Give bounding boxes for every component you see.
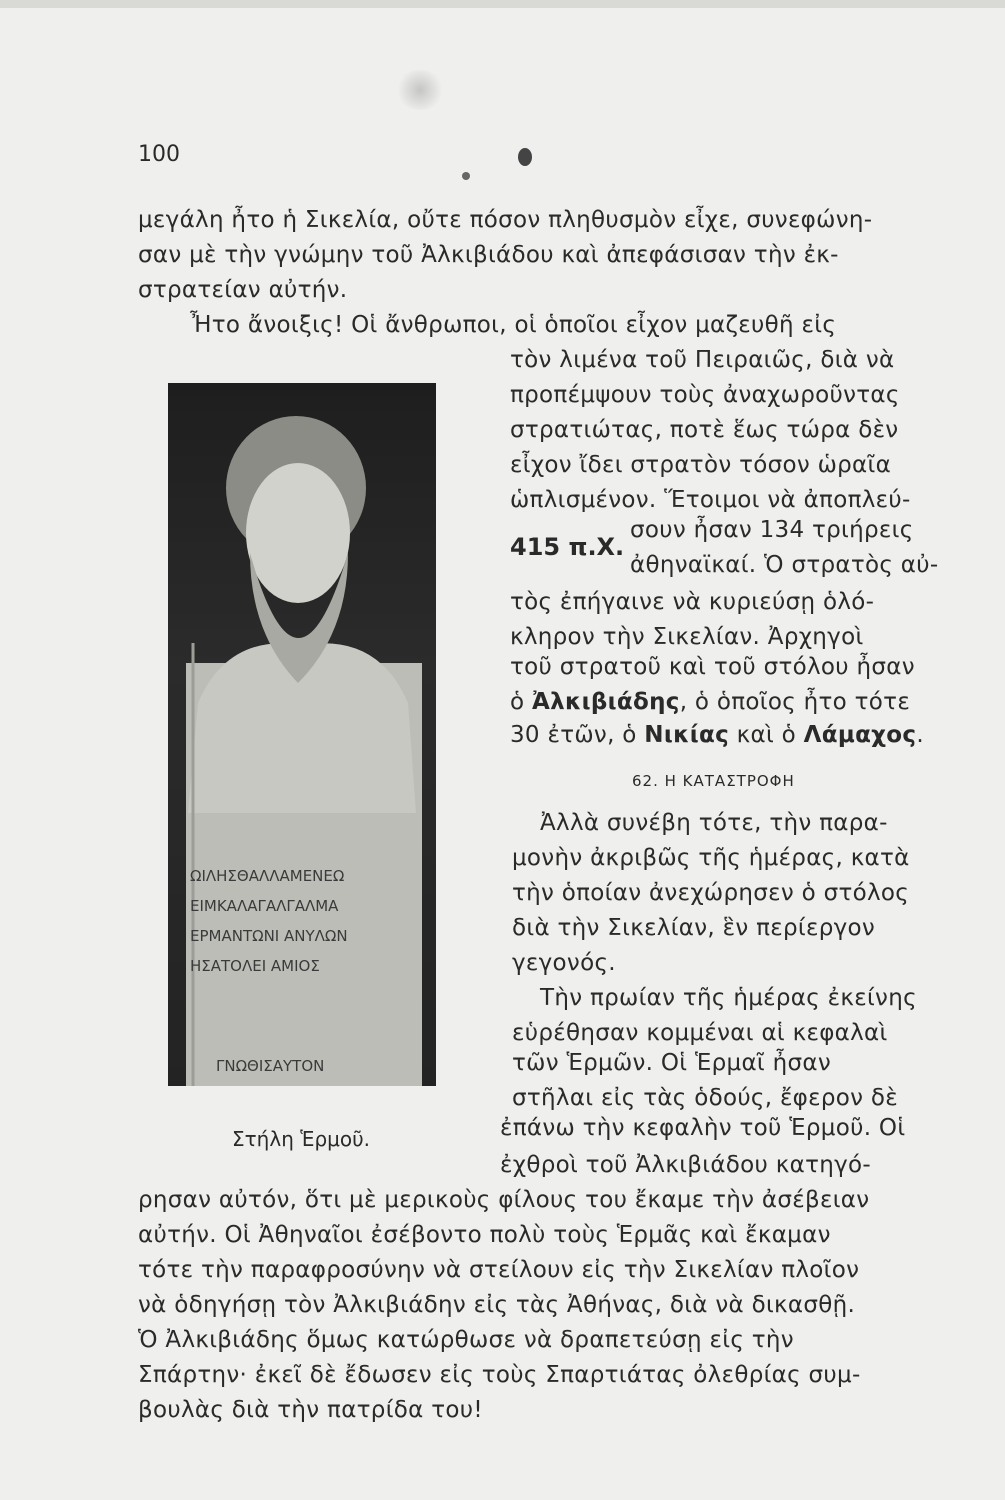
text-line: τῶν Ἑρμῶν. Οἱ Ἑρμαῖ ἦσαν: [512, 1050, 831, 1076]
text-line: τοῦ στρατοῦ καὶ τοῦ στόλου ἦσαν: [510, 654, 915, 680]
text-line: εὑρέθησαν κομμέναι αἱ κεφαλαὶ: [512, 1020, 888, 1046]
text-line: ἐπάνω τὴν κεφαλὴν τοῦ Ἑρμοῦ. Οἱ: [500, 1115, 906, 1141]
inscription-line: ΗΣΑΤΟΛΕΙ ΑΜΙΟΣ: [190, 957, 320, 975]
ink-smudge: [395, 70, 445, 110]
text-line: σαν μὲ τὴν γνώμην τοῦ Ἀλκιβιάδου καὶ ἀπεφάσισαν τὴν ἐκ-: [138, 242, 839, 268]
text-line: νὰ ὁδηγήσῃ τὸν Ἀλκιβιάδην εἰς τὰς Ἀθήνας, διὰ νὰ δικασθῇ.: [138, 1292, 856, 1318]
text-line: ρησαν αὐτόν, ὅτι μὲ μερικοὺς φίλους του ἔκαμε τὴν ἀσέβειαν: [138, 1187, 870, 1213]
page-number: 100: [138, 142, 180, 167]
herm-face: [246, 463, 350, 603]
text-line: στρατείαν αὐτήν.: [138, 277, 348, 303]
text-line: Ἀλλὰ συνέβη τότε, τὴν παρα-: [540, 810, 888, 836]
name-alcibiades: Ἀλκιβιάδης: [531, 689, 680, 715]
text-line: μονὴν ἀκριβῶς τῆς ἡμέρας, κατὰ: [512, 845, 910, 871]
text-line: γεγονός.: [512, 950, 616, 976]
text-line: αὐτήν. Οἱ Ἀθηναῖοι ἐσέβοντο πολὺ τοὺς Ἑρμᾶς καὶ ἔκαμαν: [138, 1222, 831, 1248]
text-line: στρατιώτας, ποτὲ ἕως τώρα δὲν: [510, 417, 899, 443]
text-line: τὴν ὁποίαν ἀνεχώρησεν ὁ στόλος: [512, 880, 910, 906]
text-line: κληρον τὴν Σικελίαν. Ἀρχηγοὶ: [510, 624, 864, 650]
inscription-line: ΩΙΛΗΣΘΑΛΛΑΜΕΝΕΩ: [190, 867, 345, 885]
ink-dot: [462, 172, 470, 180]
inscription-line: ΕΡΜΑΝΤΩΝΙ ΑΝΥΛΩΝ: [190, 927, 348, 945]
text-line: Τὴν πρωίαν τῆς ἡμέρας ἐκείνης: [540, 985, 917, 1011]
text-segment: καὶ ὁ: [729, 722, 804, 748]
text-line: προπέμψουν τοὺς ἀναχωροῦντας: [510, 382, 900, 408]
text-line: Ἦτο ἄνοιξις! Οἱ ἄνθρωποι, οἱ ὁποῖοι εἶχον μαζευθῆ εἰς: [190, 312, 837, 338]
section-heading: 62. Η ΚΑΤΑΣΤΡΟΦΗ: [632, 772, 795, 790]
name-nikias: Νικίας: [644, 722, 730, 748]
text-segment: .: [916, 722, 924, 748]
year-margin-note: 415 π.Χ.: [510, 533, 625, 561]
text-line: Σπάρτην· ἐκεῖ δὲ ἔδωσεν εἰς τοὺς Σπαρτιάτας ὀλεθρίας συμ-: [138, 1362, 861, 1388]
text-line: τὸς ἐπήγαινε νὰ κυριεύσῃ ὁλό-: [510, 589, 875, 615]
text-line-with-names: [510, 720, 924, 750]
text-segment: 30 ἐτῶν, ὁ: [510, 722, 645, 748]
text-line: στῆλαι εἰς τὰς ὁδούς, ἔφερον δὲ: [512, 1085, 899, 1111]
text-line: σουν ἦσαν 134 τριήρεις: [630, 517, 914, 543]
text-line: τότε τὴν παραφροσύνην νὰ στείλουν εἰς τὴν Σικελίαν πλοῖον: [138, 1257, 860, 1283]
text-line: Ὁ Ἀλκιβιάδης ὅμως κατώρθωσε νὰ δραπετεύσῃ εἰς τὴν: [138, 1327, 794, 1353]
text-line: ἀθηναϊκαί. Ὁ στρατὸς αὐ-: [630, 552, 939, 578]
text-segment: ὁ: [510, 689, 532, 715]
inscription-line: ΕΙΜΚΑΛΑΓΑΛΓΑΛΜΑ: [190, 897, 339, 915]
ink-spot: [518, 148, 532, 166]
inscription-line: ΓΝΩΘΙΣΑΥΤΟΝ: [216, 1057, 325, 1075]
figure-caption: Στήλη Ἑρμοῦ.: [232, 1127, 371, 1151]
name-lamachos: Λάμαχος: [803, 722, 917, 748]
text-line: μεγάλη ἦτο ἡ Σικελία, οὔτε πόσον πληθυσμὸν εἶχε, συνεφώνη-: [138, 207, 873, 233]
page-top-edge: [0, 0, 1005, 8]
text-line: τὸν λιμένα τοῦ Πειραιῶς, διὰ νὰ: [510, 347, 895, 373]
text-line: βουλὰς διὰ τὴν πατρίδα του!: [138, 1397, 483, 1423]
text-line-with-names: [510, 687, 910, 717]
herm-bust-illustration: [168, 383, 436, 1086]
text-line: διὰ τὴν Σικελίαν, ἓν περίεργον: [512, 915, 876, 941]
text-line: εἶχον ἴδει στρατὸν τόσον ὡραῖα: [510, 452, 892, 478]
text-line: ἐχθροὶ τοῦ Ἀλκιβιάδου κατηγό-: [500, 1152, 871, 1178]
herm-photograph: [168, 383, 436, 1086]
text-segment: , ὁ ὁποῖος ἦτο τότε: [679, 689, 911, 715]
text-line: ὡπλισμένον. Ἕτοιμοι νὰ ἀποπλεύ-: [510, 487, 911, 513]
